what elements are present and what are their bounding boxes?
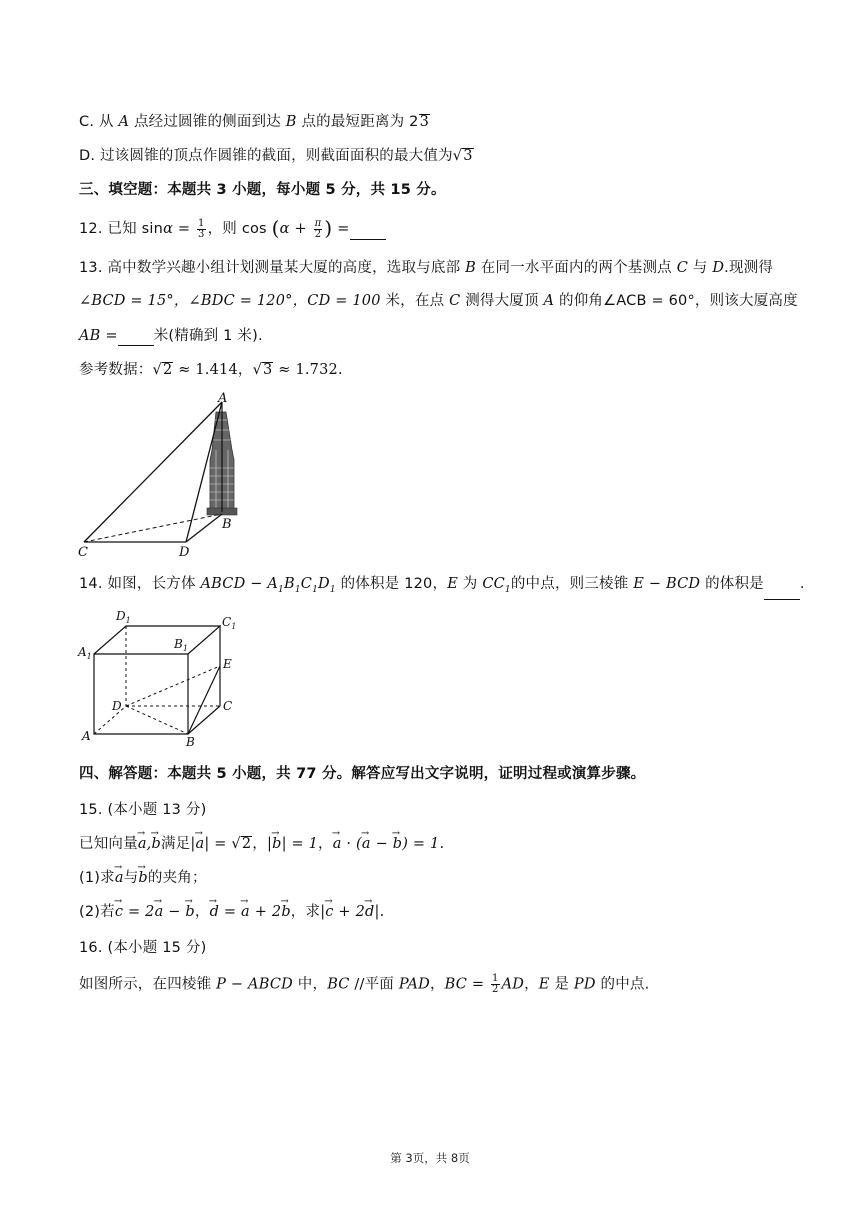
fraction-pi-2 [314,219,323,240]
sqrt-2: 2 [162,362,173,378]
q16-text: 如图所示，在四棱锥 [79,976,212,993]
comma: ， [318,836,333,852]
label-a: A [82,729,91,743]
label-c: C [78,545,88,560]
pyramid-ebcd: E − BCD [633,576,701,592]
edge-de [126,666,220,706]
sqrt-3-b: 3 [463,148,473,164]
q12-text: 12. 已知 sin [79,221,164,237]
q13-text6: 测得大厦顶 [465,293,539,309]
frac-num: 1 [198,217,205,229]
point-a: A [543,293,555,309]
question-16-stem [79,974,649,995]
frac-den-2: 2 [314,228,322,240]
question-15-heading: 15. (本小题 13 分) [79,802,207,818]
sqrt-3-c: 3 [263,362,273,378]
q13-ab: AB = [79,328,118,344]
question-12: 12. 已知 sinα = $\frac{1}{3}$ ，则 cos (α + $\frac{\pi}{2}$ ) = [79,218,386,240]
option-c-text2: 点经过圆锥的侧面到达 [133,114,281,130]
q16-text4: ， [429,976,445,993]
question-15-stem: 已知向量→ a,→ b满足|→ a| = √2，|→ b| = 1，→ a · (→ a − → b) = 1. [79,834,444,854]
q13-angles: ∠BCD = 15°，∠BDC = 120°，CD = 100 [79,293,381,309]
pd: PD [573,976,596,993]
q15-p1c: 的夹角； [147,870,207,886]
option-c-text: C. 从 [79,114,114,130]
label-e: E [223,657,232,671]
question-14: 14. 如图，长方体 ABCD − $A_1B_1C_1D_1$ 的体积是 120，E 为 $CC_1$的中点，则三棱锥 E − BCD 的体积是 . [79,574,805,600]
edge-bc [188,706,220,734]
option-c [79,112,430,132]
subscript: 1 [504,584,511,595]
frac-den: 3 [198,228,205,240]
point-e: E [447,576,458,592]
q16-text3: //平面 [354,976,394,993]
subscript: 1 [278,584,284,595]
q14-text: 14. 如图，长方体 [79,576,196,592]
q14-text2: 的体积是 120， [340,576,448,592]
label-c: C [223,699,233,713]
q14-text5: 的体积是 [705,576,764,592]
q15-p2b: ，求 [290,904,321,920]
question-13-line3 [79,326,263,346]
question-13 [79,258,773,278]
comma: ， [194,904,210,920]
label-b: B [222,517,232,532]
section-3-heading: 三、填空题：本题共 3 小题，每小题 5 分，共 15 分。 [79,182,446,198]
plane-pad: PAD [398,976,430,993]
line-cb [84,514,222,542]
q16-text6: 是 [554,976,570,993]
label-d: D [179,545,190,560]
label-b1: $B_1$ [174,637,188,653]
option-d-text: D. 过该圆锥的顶点作圆锥的截面，则截面面积的最大值为 [79,148,453,164]
q13-text: 13. 高中数学兴趣小组计划测量某大厦的高度，选取与底部 [79,260,461,276]
q13-text4: .现测得 [724,260,774,276]
frac-den-2b: 2 [492,984,499,995]
frac-num-pi: π [314,217,322,229]
q12-text2: ，则 cos [207,221,267,237]
subscript: 1 [312,584,319,595]
bc-eq: BC = [444,976,485,993]
point-a: A [118,114,130,130]
bc: BC [327,976,350,993]
point-e: E [538,976,550,993]
point-b: B [465,260,476,276]
section-4-heading: 四、解答题：本题共 5 小题，共 77 分。解答应写出文字说明，证明过程或演算步骤。 [79,766,646,782]
alpha: α [163,221,174,237]
edge-be [188,666,220,734]
b1: B [283,576,295,592]
equals-2: = [337,221,350,237]
question-16-heading: 16. (本小题 15 分) [79,940,207,956]
q15-text: 已知向量 [79,836,138,852]
d1: D [318,576,330,592]
sqrt-3: 3 [419,114,430,130]
option-d: D. 过该圆锥的顶点作圆锥的截面，则截面面积的最大值为√3 [79,148,473,164]
q15-p2: (2)若 [79,904,115,920]
point-b: B [285,114,297,130]
label-a: A [218,391,228,406]
point-d: D [712,260,725,276]
question-15-part1: (1)求→ a与→ b的夹角； [79,868,207,888]
c1: C [300,576,313,592]
reference-data: 参考数据：√2 ≈ 1.414，√3 ≈ 1.732. [79,362,343,378]
q15-text2: 满足 [160,836,191,852]
point-c: C [676,260,688,276]
option-c-text3: 点的最短距离为 2 [301,114,419,130]
alpha-plus: α + [279,221,307,237]
q13-text3: 与 [692,260,708,276]
ref-val-1: ≈ 1.414， [178,362,253,378]
fraction-1-3 [197,219,206,240]
ref-val-2: ≈ 1.732. [278,362,343,378]
q16-text7: 的中点. [600,976,650,993]
building-figure [76,390,256,560]
frac-num-1: 1 [492,973,499,984]
q14-text3: 为 [462,576,478,592]
subscript: 1 [329,584,336,595]
q15-p1b: 与 [123,870,139,886]
ad: AD [501,976,525,993]
equals: = [177,221,191,237]
q13-text5: 米，在点 [385,293,445,309]
q13-text8: 米(精确到 1 米). [153,328,263,344]
page-footer: 第 3页，共 8页 [390,1151,470,1165]
sqrt-2-b: 2 [241,836,252,852]
cc1: CC [482,576,505,592]
q16-text2: 中， [297,976,328,993]
label-d1: $D_1$ [116,609,131,625]
cuboid-figure [76,604,246,749]
line-ca [84,402,222,542]
point-c: C [449,293,461,309]
cuboid-name: ABCD − A [200,576,279,592]
top-face [94,626,220,654]
edge-db [126,706,188,734]
subscript: 1 [294,584,301,595]
q15-p1: (1)求 [79,870,115,886]
question-13-line2 [79,291,798,311]
q16-text5: ， [524,976,539,993]
label-b: B [186,735,195,749]
q13-text2: 在同一水平面内的两个基测点 [480,260,672,276]
q14-text4: 的中点，则三棱锥 [510,576,629,592]
question-15-part2: (2)若→ c = 2→ a − → b，→ d = → a + 2→ b，求|→ c + 2→ d|. [79,902,384,922]
ref-label: 参考数据： [79,362,153,378]
fraction-1-2 [491,974,500,995]
label-c1: $C_1$ [222,615,237,631]
answer-blank-14[interactable] [764,585,800,600]
comma: ， [252,836,267,852]
q13-text7: 的仰角∠ACB = 60°，则该大厦高度 [559,293,798,309]
label-a1: $A_1$ [78,645,92,661]
answer-blank-13[interactable] [118,331,154,346]
label-d: D [112,699,122,713]
pyramid-pabcd: P − ABCD [216,976,293,993]
answer-blank-12[interactable] [350,225,386,240]
line-db [186,514,222,542]
